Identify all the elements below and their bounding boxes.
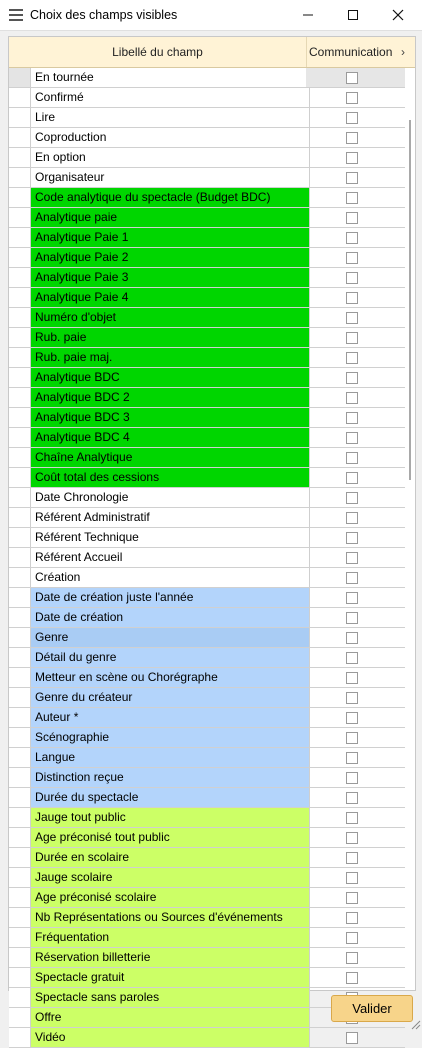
communication-checkbox[interactable] bbox=[346, 612, 358, 624]
field-label: Age préconisé scolaire bbox=[31, 888, 310, 907]
communication-checkbox[interactable] bbox=[346, 232, 358, 244]
field-label: Chaîne Analytique bbox=[31, 448, 310, 467]
field-label: Date de création juste l'année bbox=[31, 588, 310, 607]
communication-checkbox[interactable] bbox=[346, 672, 358, 684]
communication-checkbox[interactable] bbox=[346, 152, 358, 164]
maximize-button[interactable] bbox=[330, 0, 376, 30]
row-selector[interactable] bbox=[9, 328, 31, 347]
communication-cell bbox=[306, 328, 405, 347]
table-row[interactable] bbox=[9, 1028, 405, 1048]
communication-cell bbox=[306, 488, 405, 507]
communication-cell bbox=[306, 208, 405, 227]
table-row[interactable] bbox=[9, 588, 405, 608]
communication-cell bbox=[306, 368, 405, 387]
table-row[interactable] bbox=[9, 188, 405, 208]
table-row[interactable] bbox=[9, 368, 405, 388]
table-row[interactable] bbox=[9, 808, 405, 828]
field-label: Offre bbox=[31, 1008, 310, 1027]
row-selector[interactable] bbox=[9, 908, 31, 927]
communication-checkbox[interactable] bbox=[346, 212, 358, 224]
communication-cell bbox=[306, 888, 405, 907]
row-selector[interactable] bbox=[9, 928, 31, 947]
row-selector[interactable] bbox=[9, 368, 31, 387]
communication-checkbox[interactable] bbox=[346, 372, 358, 384]
communication-cell bbox=[306, 388, 405, 407]
table-row[interactable] bbox=[9, 388, 405, 408]
window-title: Choix des champs visibles bbox=[30, 8, 178, 22]
table-row[interactable] bbox=[9, 128, 405, 148]
table-row[interactable] bbox=[9, 468, 405, 488]
field-label: Coût total des cessions bbox=[31, 468, 310, 487]
communication-cell bbox=[306, 1028, 405, 1047]
communication-cell bbox=[306, 268, 405, 287]
table-row[interactable] bbox=[9, 68, 405, 88]
field-label: Jauge tout public bbox=[31, 808, 310, 827]
communication-checkbox[interactable] bbox=[346, 812, 358, 824]
row-selector[interactable] bbox=[9, 388, 31, 407]
row-selector[interactable] bbox=[9, 788, 31, 807]
field-label: Création bbox=[31, 568, 310, 587]
field-label: Distinction reçue bbox=[31, 768, 310, 787]
list-icon bbox=[9, 9, 23, 21]
row-selector[interactable] bbox=[9, 68, 31, 87]
table-row[interactable] bbox=[9, 308, 405, 328]
row-selector[interactable] bbox=[9, 488, 31, 507]
row-selector[interactable] bbox=[9, 848, 31, 867]
field-label: Analytique BDC 4 bbox=[31, 428, 310, 447]
row-selector[interactable] bbox=[9, 588, 31, 607]
communication-checkbox[interactable] bbox=[346, 732, 358, 744]
table-row[interactable] bbox=[9, 88, 405, 108]
communication-checkbox[interactable] bbox=[346, 952, 358, 964]
field-label: Analytique BDC bbox=[31, 368, 310, 387]
communication-cell bbox=[306, 248, 405, 267]
table-row[interactable] bbox=[9, 328, 405, 348]
row-selector[interactable] bbox=[9, 148, 31, 167]
table-row[interactable] bbox=[9, 228, 405, 248]
communication-checkbox[interactable] bbox=[346, 552, 358, 564]
communication-cell bbox=[306, 348, 405, 367]
row-selector[interactable] bbox=[9, 568, 31, 587]
communication-cell bbox=[306, 408, 405, 427]
table-row[interactable] bbox=[9, 828, 405, 848]
row-selector[interactable] bbox=[9, 768, 31, 787]
row-selector[interactable] bbox=[9, 548, 31, 567]
communication-cell bbox=[306, 968, 405, 987]
communication-checkbox[interactable] bbox=[346, 912, 358, 924]
communication-checkbox[interactable] bbox=[346, 632, 358, 644]
communication-checkbox[interactable] bbox=[346, 132, 358, 144]
field-label: Nb Représentations ou Sources d'événements bbox=[31, 908, 310, 927]
column-header-communication[interactable]: Communication bbox=[309, 45, 393, 59]
row-selector[interactable] bbox=[9, 468, 31, 487]
communication-checkbox[interactable] bbox=[346, 592, 358, 604]
field-label: Détail du genre bbox=[31, 648, 310, 667]
table-row[interactable] bbox=[9, 868, 405, 888]
table-row[interactable] bbox=[9, 148, 405, 168]
communication-checkbox[interactable] bbox=[346, 752, 358, 764]
maximize-icon bbox=[347, 9, 359, 21]
table-row[interactable] bbox=[9, 668, 405, 688]
communication-checkbox[interactable] bbox=[346, 452, 358, 464]
communication-cell bbox=[306, 468, 405, 487]
communication-cell bbox=[306, 728, 405, 747]
communication-checkbox[interactable] bbox=[346, 492, 358, 504]
grid-rows bbox=[9, 68, 405, 1048]
row-selector[interactable] bbox=[9, 288, 31, 307]
row-selector[interactable] bbox=[9, 428, 31, 447]
minimize-icon bbox=[302, 9, 314, 21]
table-row[interactable] bbox=[9, 248, 405, 268]
row-selector[interactable] bbox=[9, 248, 31, 267]
field-label: Vidéo bbox=[31, 1028, 310, 1047]
row-selector[interactable] bbox=[9, 88, 31, 107]
field-label: Confirmé bbox=[31, 88, 310, 107]
communication-cell bbox=[306, 848, 405, 867]
row-selector[interactable] bbox=[9, 628, 31, 647]
field-label: Réservation billetterie bbox=[31, 948, 310, 967]
communication-cell bbox=[306, 768, 405, 787]
field-label: Scénographie bbox=[31, 728, 310, 747]
row-selector[interactable] bbox=[9, 208, 31, 227]
row-selector[interactable] bbox=[9, 348, 31, 367]
validate-button[interactable]: Valider bbox=[331, 995, 413, 1022]
title-bar bbox=[0, 0, 422, 31]
row-selector[interactable] bbox=[9, 228, 31, 247]
table-row[interactable] bbox=[9, 888, 405, 908]
field-label: Spectacle gratuit bbox=[31, 968, 310, 987]
row-selector[interactable] bbox=[9, 888, 31, 907]
row-selector[interactable] bbox=[9, 748, 31, 767]
field-label: Analytique paie bbox=[31, 208, 310, 227]
communication-cell bbox=[306, 308, 405, 327]
communication-checkbox[interactable] bbox=[346, 272, 358, 284]
communication-checkbox[interactable] bbox=[346, 392, 358, 404]
field-label: Date Chronologie bbox=[31, 488, 310, 507]
table-row[interactable] bbox=[9, 208, 405, 228]
field-label: Durée en scolaire bbox=[31, 848, 310, 867]
communication-cell bbox=[306, 428, 405, 447]
row-selector[interactable] bbox=[9, 728, 31, 747]
field-label: Spectacle sans paroles bbox=[31, 988, 310, 1007]
communication-checkbox[interactable] bbox=[346, 472, 358, 484]
communication-checkbox[interactable] bbox=[346, 892, 358, 904]
row-selector[interactable] bbox=[9, 408, 31, 427]
communication-cell bbox=[306, 668, 405, 687]
communication-checkbox[interactable] bbox=[346, 532, 358, 544]
row-selector[interactable] bbox=[9, 968, 31, 987]
row-selector[interactable] bbox=[9, 688, 31, 707]
table-row[interactable] bbox=[9, 288, 405, 308]
close-button[interactable] bbox=[375, 0, 421, 30]
row-selector[interactable] bbox=[9, 508, 31, 527]
communication-checkbox[interactable] bbox=[346, 792, 358, 804]
communication-checkbox[interactable] bbox=[346, 872, 358, 884]
field-label: Durée du spectacle bbox=[31, 788, 310, 807]
row-selector[interactable] bbox=[9, 528, 31, 547]
row-selector[interactable] bbox=[9, 828, 31, 847]
row-selector[interactable] bbox=[9, 808, 31, 827]
communication-cell bbox=[306, 68, 405, 87]
table-row[interactable] bbox=[9, 848, 405, 868]
communication-cell bbox=[306, 108, 405, 127]
row-selector[interactable] bbox=[9, 1008, 31, 1027]
field-label: Coproduction bbox=[31, 128, 310, 147]
field-label: Jauge scolaire bbox=[31, 868, 310, 887]
communication-cell bbox=[306, 148, 405, 167]
communication-checkbox[interactable] bbox=[346, 712, 358, 724]
field-label: Langue bbox=[31, 748, 310, 767]
grid-header bbox=[9, 37, 415, 68]
table-row[interactable] bbox=[9, 448, 405, 468]
communication-cell bbox=[306, 788, 405, 807]
table-row[interactable] bbox=[9, 788, 405, 808]
table-row[interactable] bbox=[9, 428, 405, 448]
communication-checkbox[interactable] bbox=[346, 572, 358, 584]
communication-checkbox[interactable] bbox=[346, 1032, 358, 1044]
communication-cell bbox=[306, 628, 405, 647]
communication-cell bbox=[306, 828, 405, 847]
communication-checkbox[interactable] bbox=[346, 192, 358, 204]
table-row[interactable] bbox=[9, 348, 405, 368]
field-label: Analytique Paie 1 bbox=[31, 228, 310, 247]
communication-cell bbox=[306, 928, 405, 947]
table-row[interactable] bbox=[9, 108, 405, 128]
communication-cell bbox=[306, 868, 405, 887]
communication-checkbox[interactable] bbox=[346, 172, 358, 184]
field-label: Code analytique du spectacle (Budget BDC) bbox=[31, 188, 310, 207]
communication-cell bbox=[306, 188, 405, 207]
scrollbar-thumb[interactable] bbox=[409, 120, 411, 480]
row-selector[interactable] bbox=[9, 108, 31, 127]
resize-grip-icon[interactable] bbox=[409, 1018, 421, 1030]
table-row[interactable] bbox=[9, 268, 405, 288]
communication-cell bbox=[306, 128, 405, 147]
column-header-label[interactable]: Libellé du champ bbox=[9, 37, 307, 67]
row-selector[interactable] bbox=[9, 988, 31, 1007]
row-selector[interactable] bbox=[9, 268, 31, 287]
field-label: Organisateur bbox=[31, 168, 310, 187]
row-selector[interactable] bbox=[9, 708, 31, 727]
field-label: En tournée bbox=[31, 68, 310, 87]
communication-checkbox[interactable] bbox=[346, 352, 358, 364]
communication-checkbox[interactable] bbox=[346, 292, 358, 304]
communication-cell bbox=[306, 588, 405, 607]
communication-cell bbox=[306, 568, 405, 587]
field-label: Analytique BDC 3 bbox=[31, 408, 310, 427]
row-selector[interactable] bbox=[9, 188, 31, 207]
field-label: Référent Accueil bbox=[31, 548, 310, 567]
row-selector[interactable] bbox=[9, 868, 31, 887]
field-label: Analytique BDC 2 bbox=[31, 388, 310, 407]
field-label: Rub. paie bbox=[31, 328, 310, 347]
communication-checkbox[interactable] bbox=[346, 92, 358, 104]
row-selector[interactable] bbox=[9, 668, 31, 687]
communication-checkbox[interactable] bbox=[346, 512, 358, 524]
table-row[interactable] bbox=[9, 508, 405, 528]
table-row[interactable] bbox=[9, 748, 405, 768]
communication-checkbox[interactable] bbox=[346, 692, 358, 704]
field-label: Lire bbox=[31, 108, 310, 127]
communication-checkbox[interactable] bbox=[346, 332, 358, 344]
field-label: Age préconisé tout public bbox=[31, 828, 310, 847]
communication-cell bbox=[306, 688, 405, 707]
communication-checkbox[interactable] bbox=[346, 312, 358, 324]
communication-checkbox[interactable] bbox=[346, 112, 358, 124]
minimize-button[interactable] bbox=[285, 0, 331, 30]
communication-checkbox[interactable] bbox=[346, 972, 358, 984]
field-label: Date de création bbox=[31, 608, 310, 627]
field-label: Numéro d'objet bbox=[31, 308, 310, 327]
field-label: Metteur en scène ou Chorégraphe bbox=[31, 668, 310, 687]
communication-cell bbox=[306, 608, 405, 627]
communication-cell bbox=[306, 808, 405, 827]
communication-cell bbox=[306, 88, 405, 107]
communication-cell bbox=[306, 168, 405, 187]
table-row[interactable] bbox=[9, 408, 405, 428]
communication-cell bbox=[306, 948, 405, 967]
communication-cell bbox=[306, 708, 405, 727]
field-label: Genre du créateur bbox=[31, 688, 310, 707]
communication-cell bbox=[306, 908, 405, 927]
table-row[interactable] bbox=[9, 548, 405, 568]
table-row[interactable] bbox=[9, 728, 405, 748]
row-selector[interactable] bbox=[9, 1028, 31, 1047]
chevron-right-icon[interactable]: › bbox=[401, 45, 405, 59]
field-label: Auteur * bbox=[31, 708, 310, 727]
communication-checkbox[interactable] bbox=[346, 72, 358, 84]
communication-checkbox[interactable] bbox=[346, 652, 358, 664]
row-selector[interactable] bbox=[9, 128, 31, 147]
table-row[interactable] bbox=[9, 768, 405, 788]
communication-checkbox[interactable] bbox=[346, 932, 358, 944]
field-label: Analytique Paie 4 bbox=[31, 288, 310, 307]
communication-checkbox[interactable] bbox=[346, 832, 358, 844]
communication-checkbox[interactable] bbox=[346, 852, 358, 864]
communication-cell bbox=[306, 448, 405, 467]
field-label: Fréquentation bbox=[31, 928, 310, 947]
field-label: Analytique Paie 2 bbox=[31, 248, 310, 267]
field-label: Référent Administratif bbox=[31, 508, 310, 527]
table-row[interactable] bbox=[9, 708, 405, 728]
communication-cell bbox=[306, 748, 405, 767]
table-row[interactable] bbox=[9, 648, 405, 668]
communication-cell bbox=[306, 528, 405, 547]
communication-checkbox[interactable] bbox=[346, 252, 358, 264]
close-icon bbox=[392, 9, 404, 21]
communication-cell bbox=[306, 508, 405, 527]
row-selector[interactable] bbox=[9, 648, 31, 667]
table-row[interactable] bbox=[9, 688, 405, 708]
table-row[interactable] bbox=[9, 568, 405, 588]
communication-checkbox[interactable] bbox=[346, 412, 358, 424]
field-label: Référent Technique bbox=[31, 528, 310, 547]
table-row[interactable] bbox=[9, 608, 405, 628]
row-selector[interactable] bbox=[9, 448, 31, 467]
table-row[interactable] bbox=[9, 488, 405, 508]
table-row[interactable] bbox=[9, 528, 405, 548]
field-label: Analytique Paie 3 bbox=[31, 268, 310, 287]
communication-checkbox[interactable] bbox=[346, 432, 358, 444]
field-label: En option bbox=[31, 148, 310, 167]
communication-checkbox[interactable] bbox=[346, 772, 358, 784]
communication-cell bbox=[306, 288, 405, 307]
communication-cell bbox=[306, 648, 405, 667]
table-row[interactable] bbox=[9, 928, 405, 948]
table-row[interactable] bbox=[9, 628, 405, 648]
communication-cell bbox=[306, 228, 405, 247]
communication-cell bbox=[306, 548, 405, 567]
table-row[interactable] bbox=[9, 908, 405, 928]
field-label: Genre bbox=[31, 628, 310, 647]
table-row[interactable] bbox=[9, 168, 405, 188]
row-selector[interactable] bbox=[9, 608, 31, 627]
row-selector[interactable] bbox=[9, 308, 31, 327]
table-row[interactable] bbox=[9, 948, 405, 968]
row-selector[interactable] bbox=[9, 948, 31, 967]
field-label: Rub. paie maj. bbox=[31, 348, 310, 367]
row-selector[interactable] bbox=[9, 168, 31, 187]
vertical-scrollbar[interactable] bbox=[406, 68, 414, 988]
table-row[interactable] bbox=[9, 968, 405, 988]
